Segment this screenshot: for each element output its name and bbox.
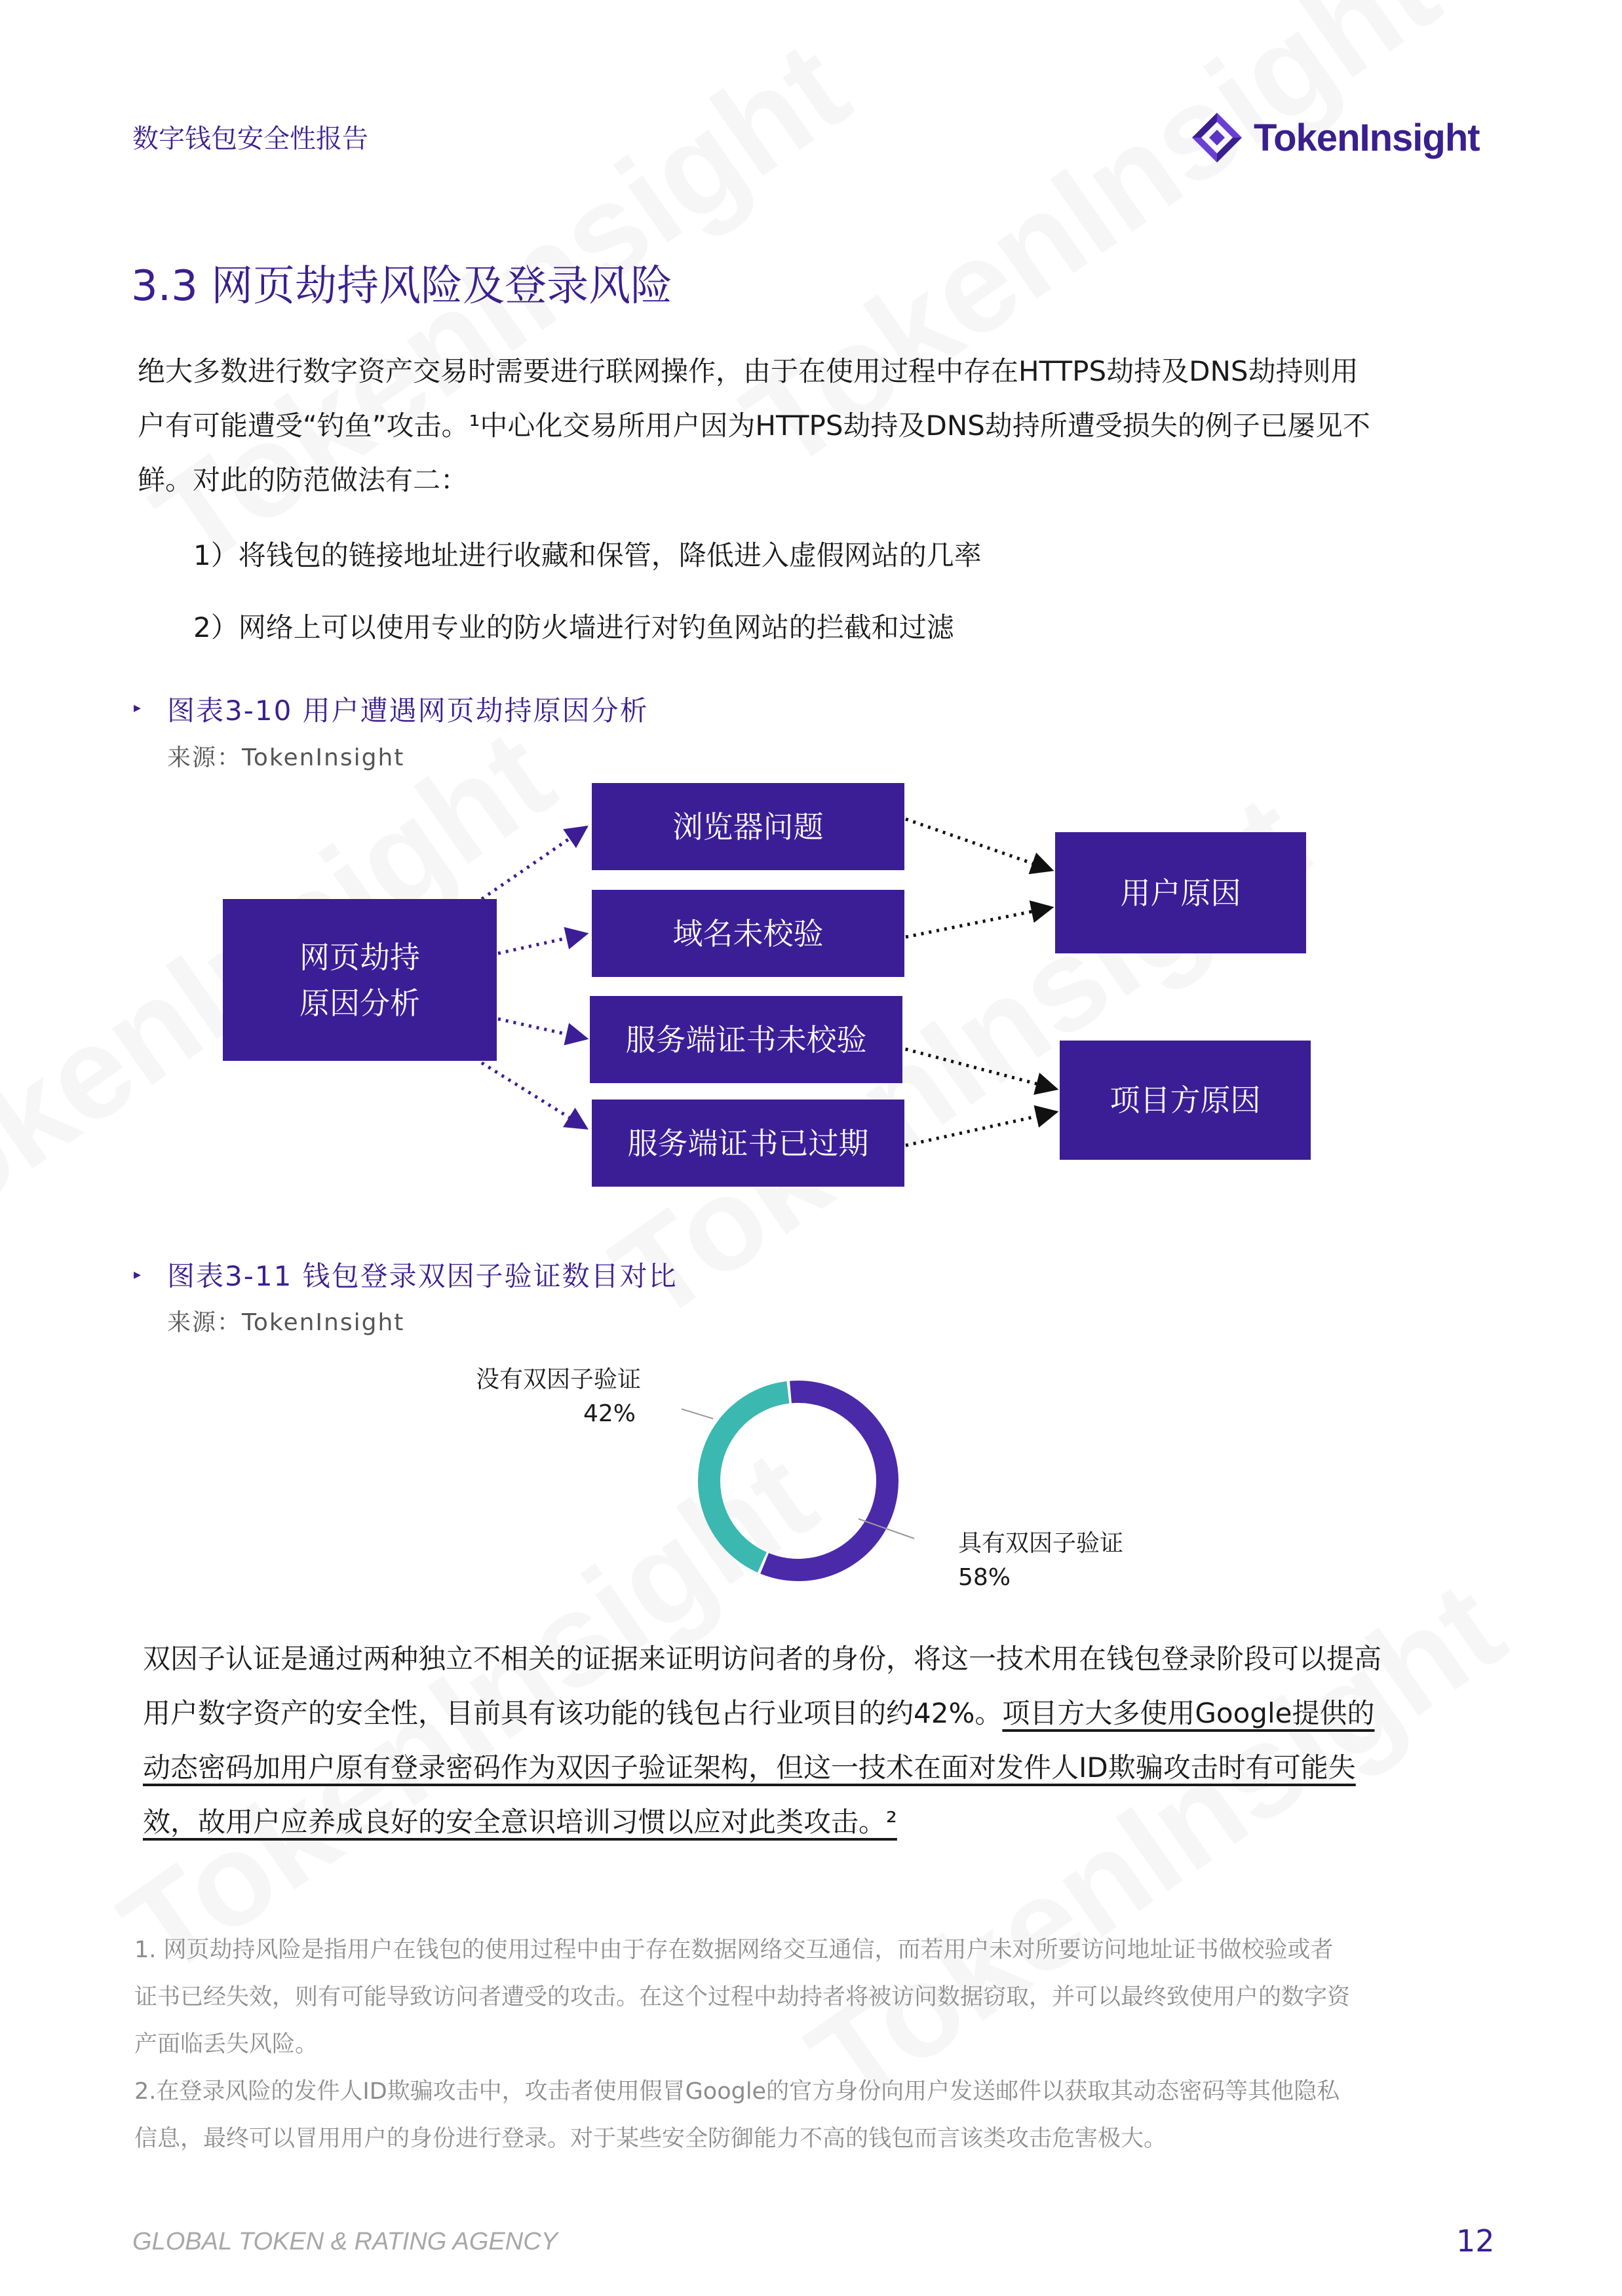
arrow-to-user bbox=[906, 819, 1052, 870]
arrow-to-browser bbox=[482, 827, 587, 899]
arrow-to-domain bbox=[498, 934, 587, 953]
underlined-line: 动态密码加用户原有登录密码作为双因子验证架构，但这一技术在面对发件人ID欺骗攻击时有可能失 bbox=[143, 1751, 1356, 1784]
footnote-line: 信息，最终可以冒用用户的身份进行登录。对于某些安全防御能力不高的钱包而言该类攻击危害极大。 bbox=[134, 2126, 1167, 2152]
body-line: 双因子认证是通过两种独立不相关的证据来证明访问者的身份，将这一技术用在钱包登录阶段可以提高 bbox=[143, 1643, 1382, 1675]
logo-text: TokenInsight bbox=[1254, 116, 1480, 159]
node-cert-expired: 服务端证书已过期 bbox=[592, 1100, 904, 1187]
arrow-to-cert-unverified bbox=[498, 1019, 587, 1039]
slice-without-2fa bbox=[709, 1392, 788, 1562]
percent-label: 42% bbox=[583, 1400, 636, 1427]
node-project-reason: 项目方原因 bbox=[1060, 1041, 1311, 1160]
underlined-line: 效，故用户应养成良好的安全意识培训习惯以应对此类攻击。² bbox=[143, 1806, 897, 1838]
slice-with-2fa bbox=[765, 1392, 887, 1570]
donut-svg bbox=[682, 1363, 944, 1599]
intro-line: 绝大多数进行数字资产交易时需要进行联网操作，由于在使用过程中存在HTTPS劫持及DNS劫持则用 bbox=[138, 355, 1359, 387]
caret-right-icon: ▸ bbox=[134, 1267, 142, 1283]
node-cert-unverified: 服务端证书未校验 bbox=[590, 996, 902, 1083]
arrow-to-project bbox=[906, 1112, 1056, 1145]
body-paragraph bbox=[143, 1632, 1506, 1849]
root-node-line: 网页劫持 bbox=[299, 939, 420, 975]
footnote-line: 产面临丢失风险。 bbox=[134, 2031, 319, 2057]
intro-line: 鲜。对此的防范做法有二： bbox=[138, 464, 469, 496]
arrow-to-user bbox=[906, 908, 1052, 937]
figure-title: 图表3-10 用户遭遇网页劫持原因分析 bbox=[167, 695, 649, 727]
section-title: 3.3 网页劫持风险及登录风险 bbox=[131, 262, 673, 311]
root-node bbox=[223, 899, 497, 1061]
intro-line: 户有可能遭受“钓鱼”攻击。¹中心化交易所用户因为HTTPS劫持及DNS劫持所遭受损失的例子已屡见不 bbox=[138, 410, 1370, 442]
caret-right-icon: ▸ bbox=[134, 700, 142, 716]
footnote-line: 2.在登录风险的发件人ID欺骗攻击中，攻击者使用假冒Google的官方身份向用户发送邮件以获取其动态密码等其他隐私 bbox=[134, 2078, 1340, 2105]
node-user-reason: 用户原因 bbox=[1055, 832, 1306, 953]
node-browser-issue: 浏览器问题 bbox=[592, 783, 904, 870]
figure-source: 来源：TokenInsight bbox=[167, 1309, 405, 1336]
footnotes bbox=[134, 1926, 1497, 2162]
underlined-text: 项目方大多使用Google提供的 bbox=[1002, 1697, 1375, 1729]
list-item: 2）网络上可以使用专业的防火墙进行对钓鱼网站的拦截和过滤 bbox=[193, 611, 954, 643]
label-without-2fa bbox=[444, 1363, 641, 1431]
category-label: 具有双因子验证 bbox=[958, 1530, 1124, 1557]
root-node-line: 原因分析 bbox=[299, 985, 420, 1021]
percent-label: 58% bbox=[958, 1564, 1011, 1591]
page-number: 12 bbox=[1456, 2223, 1495, 2259]
leader-line-without bbox=[682, 1399, 713, 1419]
node-domain-unverified: 域名未校验 bbox=[592, 890, 904, 977]
label-with-2fa bbox=[958, 1527, 1123, 1595]
report-title: 数字钱包安全性报告 bbox=[132, 124, 368, 154]
body-line bbox=[143, 1686, 1506, 1740]
list-item: 1）将钱包的链接地址进行收藏和保管，降低进入虚假网站的几率 bbox=[193, 539, 982, 571]
footnote-line: 证书已经失效，则有可能导致访问者遭受的攻击。在这个过程中劫持者将被访问数据窃取，并可以最终致使用户的数字资 bbox=[134, 1984, 1351, 2010]
arrow-to-project bbox=[898, 1047, 1056, 1089]
arrow-to-cert-expired bbox=[482, 1063, 587, 1128]
footnote-line: 1. 网页劫持风险是指用户在钱包的使用过程中由于存在数据网络交互通信，而若用户未对所要访问地址证书做校验或者 bbox=[134, 1937, 1334, 1963]
figure-title: 图表3-11 钱包登录双因子验证数目对比 bbox=[167, 1260, 678, 1292]
body-text: 用户数字资产的安全性，目前具有该功能的钱包占行业项目的约42%。 bbox=[143, 1697, 1003, 1729]
figure-source: 来源：TokenInsight bbox=[167, 744, 405, 771]
category-label: 没有双因子验证 bbox=[475, 1366, 641, 1393]
footer-agency: GLOBAL TOKEN & RATING AGENCY bbox=[132, 2228, 558, 2255]
